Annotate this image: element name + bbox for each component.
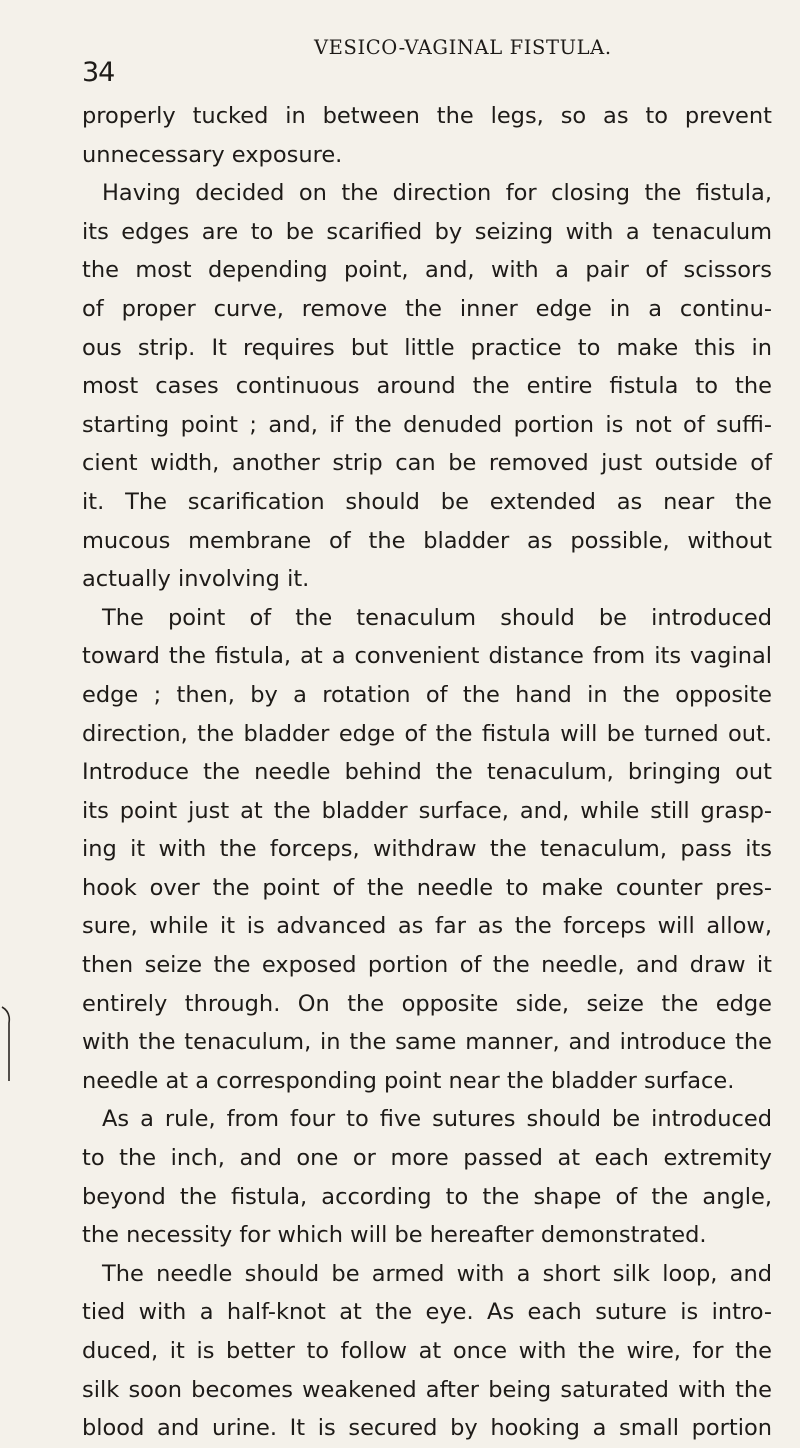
text-line: needle at a corresponding point near the bladder surface. bbox=[82, 1067, 735, 1094]
text-line: its edges are to be scarified by seizing with a tenaculum bbox=[82, 218, 772, 245]
text-line: sure, while it is advanced as far as the forceps will allow, bbox=[82, 913, 772, 940]
text-line: its point just at the bladder surface, and, while still grasp- bbox=[82, 797, 772, 824]
body-text bbox=[82, 97, 772, 1448]
text-line: the most depending point, and, with a pair of scissors bbox=[82, 257, 772, 284]
text-line: unnecessary exposure. bbox=[82, 141, 343, 168]
text-line: The point of the tenaculum should be introduced bbox=[102, 604, 772, 631]
text-line: toward the fistula, at a convenient distance from its vaginal bbox=[82, 643, 772, 670]
text-line: hook over the point of the needle to make counter pres- bbox=[82, 874, 772, 901]
text-line: mucous membrane of the bladder as possible, without bbox=[82, 527, 772, 554]
text-line: actually involving it. bbox=[82, 566, 310, 593]
page-number: 34 bbox=[82, 57, 115, 88]
text-line: edge ; then, by a rotation of the hand in the opposite bbox=[82, 681, 772, 708]
text-line: duced, it is better to follow at once with the wire, for the bbox=[82, 1338, 772, 1364]
text-line: Introduce the needle behind the tenaculum, bringing out bbox=[82, 759, 772, 786]
text-line: tied with a half-knot at the eye. As each suture is intro- bbox=[82, 1299, 772, 1326]
text-line: direction, the bladder edge of the fistula will be turned out. bbox=[82, 720, 772, 747]
text-line: beyond the fistula, according to the shape of the angle, bbox=[82, 1183, 772, 1210]
text-line: ous strip. It requires but little practice to make this in bbox=[82, 334, 772, 361]
text-line: As a rule, from four to five sutures should be introduced bbox=[102, 1106, 772, 1133]
text-line: blood and urine. It is secured by hooking a small portion bbox=[82, 1415, 772, 1442]
text-line: to the inch, and one or more passed at each extremity bbox=[82, 1145, 772, 1172]
running-head: VESICO-VAGINAL FISTULA. bbox=[314, 36, 612, 59]
margin-bracket-mark bbox=[0, 1005, 14, 1083]
text-line: properly tucked in between the legs, so as to prevent bbox=[82, 103, 772, 129]
text-line: it. The scarification should be extended as near the bbox=[82, 488, 772, 515]
text-line: the necessity for which will be hereafter demonstrated. bbox=[82, 1222, 707, 1249]
text-line: silk soon becomes weakened after being saturated with the bbox=[82, 1376, 772, 1403]
text-line: Having decided on the direction for closing the fistula, bbox=[102, 180, 772, 207]
text-line: starting point ; and, if the denuded portion is not of suffi- bbox=[82, 411, 772, 438]
text-line: of proper curve, remove the inner edge in a continu- bbox=[82, 295, 772, 322]
text-line: most cases continuous around the entire fistula to the bbox=[82, 373, 772, 400]
text-line: ing it with the forceps, withdraw the tenaculum, pass its bbox=[82, 836, 772, 863]
text-line: The needle should be armed with a short silk loop, and bbox=[102, 1260, 772, 1287]
text-line: cient width, another strip can be removed just outside of bbox=[82, 450, 772, 477]
text-line: entirely through. On the opposite side, seize the edge bbox=[82, 990, 772, 1017]
text-line: then seize the exposed portion of the needle, and draw it bbox=[82, 952, 772, 979]
text-line: with the tenaculum, in the same manner, and introduce the bbox=[82, 1029, 772, 1056]
